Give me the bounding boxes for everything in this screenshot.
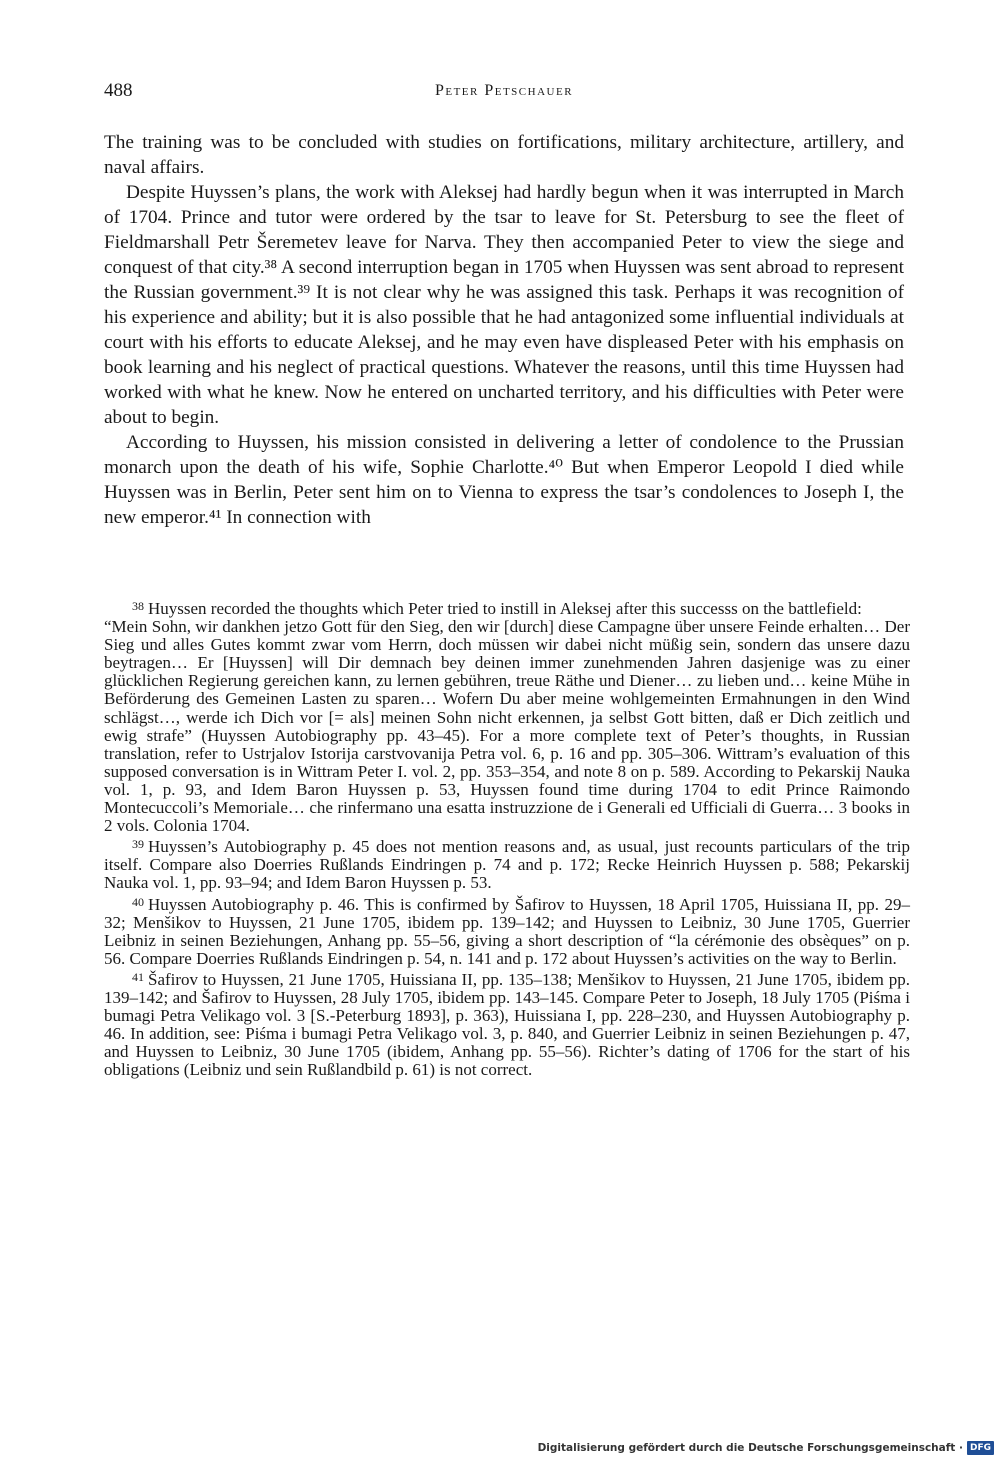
dfg-logo: DFG xyxy=(967,1441,994,1455)
footnote-text: Huyssen’s Autobiography p. 45 does not mention reasons and, as usual, just recounts particulars of the trip itself. Compare also Doerries Rußlands Eindringen p. 74 and p. 172; Recke Heinrich Huyssen p. 588; Pekarskij Nauka vol. 1, pp. 93–94; and Idem Baron Huyssen p. 53. xyxy=(104,837,910,893)
footnote-text: Šafirov to Huyssen, 21 June 1705, Huissiana II, pp. 135–138; Menšikov to Huyssen, 21 June 1705, ibidem pp. 139–142; and Šafirov to Huyssen, 28 July 1705, ibidem pp. 143–145. Compare Peter to Joseph, 18 July 1705 (Piśma i bumagi Petra Velikago vol. 3 [S.-Peterburg 1893], p. 363), Huissiana I, pp. 228–230, and Huyssen Autobiography p. 46. In addition, see: Piśma i bumagi Petra Velikago vol. 3, p. 840, and Guerrier Leibniz in seinen Beziehungen p. 47, and Huyssen to Leibniz, 30 June 1705 (ibidem, Anhang pp. 55–56). Richter’s dating of 1706 for the start of his obligations (Leibniz und sein Rußlandbild p. 61) is not correct. xyxy=(104,969,910,1080)
footnote-38-quote: “Mein Sohn, wir dankhen jetzo Gott für den Sieg, den wir [durch] diese Campagne über unsere Feinde erhalten… Der Sieg und alles Gutes kommt zwar vom Herrn, doch müssen wir dabei nicht müßig sein, sondern das unsere dazu beytragen… Er [Huyssen] will Dir demnach bey deinen immer zunehmenden Jahren dasjenige was zu einer glücklichen Regierung gereichen kann, zu lernen gebühren, treue Räthe und Diener… zu lieben und… keine Mühe in Beförderung des Gemeinen Lasten zu sparen… Wofern Du aber meine wohlgemeinten Ermahnungen in den Wind schlägst…, werde ich Dich vor [= als] meinen Sohn nicht erkennen, ja selbst Gott bitten, daß er Dich zeitlich und ewig strafe” (Huyssen Autobiography pp. 43–45). For a more complete text of Peter’s thoughts, in Russian translation, refer to Ustrjalov Istorija carstvovanija Petra vol. 6, p. 16 and pp. 305–306. Wittram’s evaluation of this supposed conversation is in Wittram Peter I. vol. 2, pp. 353–354, and note 8 on p. 589. According to Pekarskij Nauka vol. 1, p. 93, and Idem Baron Huyssen p. 53, Huyssen found time during 1704 to edit Prince Raimondo Montecuccoli’s Memoriale… che rinfermano una esatta instruzzione de i Generali ed Ufficiali di Guerra… 3 books in 2 vols. Colonia 1704. xyxy=(104,617,910,836)
page-header xyxy=(104,80,904,104)
footnote-number: 40 xyxy=(132,894,144,909)
page-number: 488 xyxy=(104,80,133,101)
footnote-text: Huyssen Autobiography p. 46. This is confirmed by Šafirov to Huyssen, 18 April 1705, Huissiana II, pp. 29–32; Menšikov to Huyssen, 21 June 1705, ibidem pp. 139–142; and Huyssen to Leibniz, 30 June 1705, Guerrier Leibniz in seinen Beziehungen, Anhang pp. 55–56, giving a short description of “la cérémonie des obsèques” on p. 56. Compare Doerries Rußlands Eindringen p. 54, n. 141 and p. 172 about Huyssen’s activities on the way to Berlin. xyxy=(104,894,910,968)
footnote-number: 41 xyxy=(132,969,144,984)
body-paragraph: Despite Huyssen’s plans, the work with Aleksej had hardly begun when it was interrupted in March of 1704. Prince and tutor were ordered by the tsar to leave for St. Petersburg to see the fleet of Fieldmarshall Petr Šeremetev leave for Narva. They then accompanied Peter to view the siege and conquest of that city.³⁸ A second interruption began in 1705 when Huyssen was sent abroad to represent the Russian government.³⁹ It is not clear why he was assigned this task. Perhaps it was recognition of his experience and ability; but it is also possible that he had antagonized some influential individuals at court with his efforts to educate Aleksej, and he may even have displeased Peter with his emphasis on book learning and his neglect of practical questions. Whatever the reasons, until this time Huyssen had worked with what he knew. Now he entered on uncharted territory, and his difficulties with Peter were about to begin. xyxy=(104,182,904,428)
digitization-credit xyxy=(538,1440,994,1456)
body-paragraph: The training was to be concluded with studies on fortifications, military architecture, artillery, and naval affairs. xyxy=(104,132,904,178)
footnote-number: 39 xyxy=(132,837,144,852)
main-text xyxy=(104,130,904,530)
footnote-number: 38 xyxy=(132,599,144,613)
footnote-40 xyxy=(104,893,910,968)
footnote-41 xyxy=(104,968,910,1080)
body-paragraph: According to Huyssen, his mission consisted in delivering a letter of condolence to the Prussian monarch upon the death of his wife, Sophie Charlotte.⁴⁰ But when Emperor Leopold I died while Huyssen was in Berlin, Peter sent him on to Vienna to express the tsar’s condolences to Joseph I, the new emperor.⁴¹ In connection with xyxy=(104,432,904,528)
footnote-38 xyxy=(104,597,910,618)
credit-text: Digitalisierung gefördert durch die Deutsche Forschungsgemeinschaft · xyxy=(537,1442,963,1454)
footnote-text: Huyssen recorded the thoughts which Peter tried to instill in Aleksej after this successs on the battlefield: xyxy=(148,599,862,618)
running-head: Peter Petschauer xyxy=(434,82,574,99)
footnote-39 xyxy=(104,835,910,892)
footnotes xyxy=(104,597,910,1079)
